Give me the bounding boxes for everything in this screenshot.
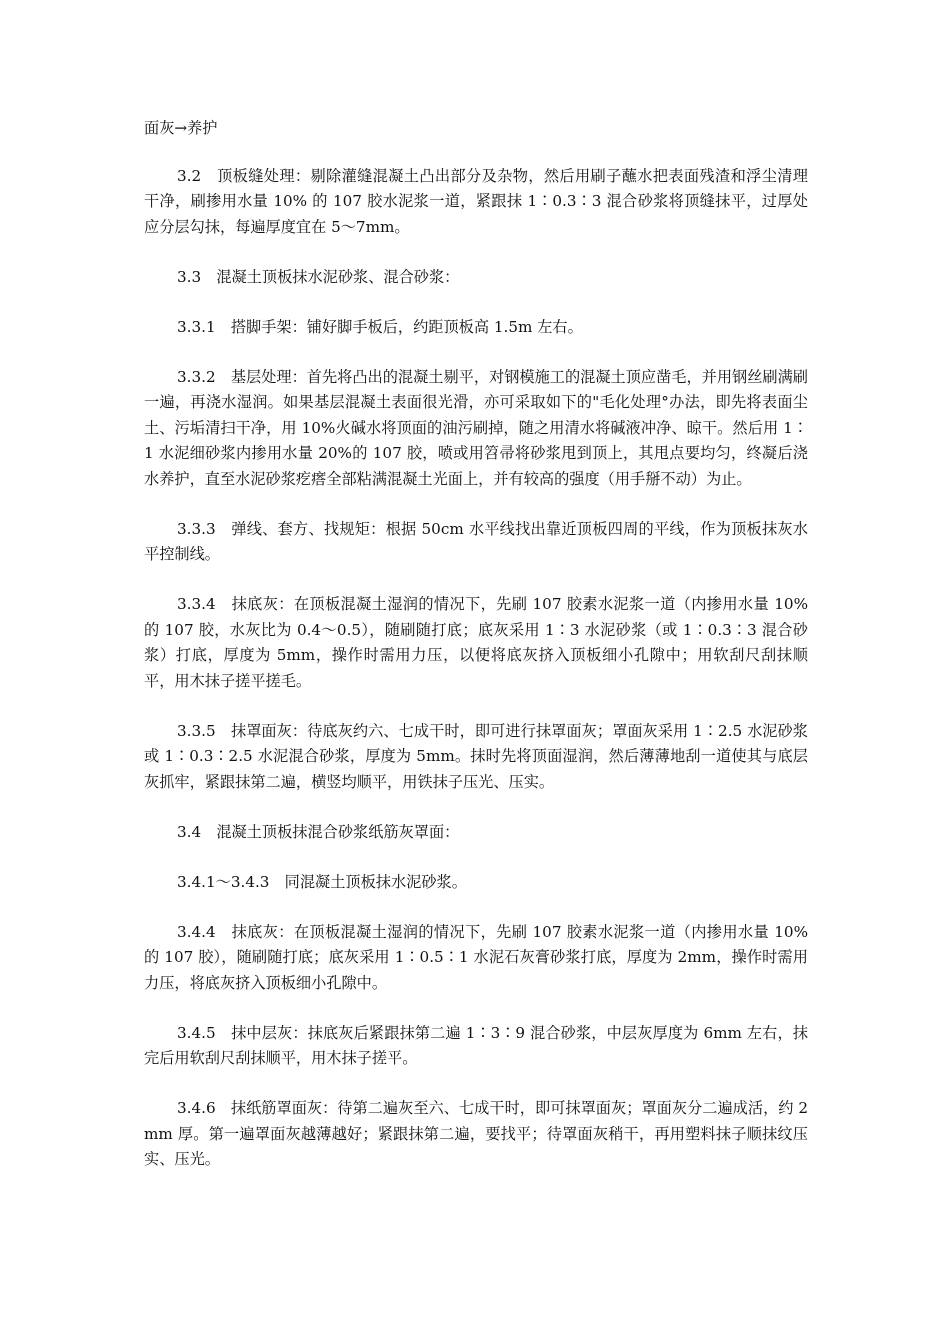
paragraph-3-4-6: 3.4.6 抹纸筋罩面灰：待第二遍灰至六、七成干时，即可抹罩面灰；罩面灰分二遍成活，约 2mm 厚。第一遍罩面灰越薄越好；紧跟抹第二遍，要找平；待罩面灰稍干，再用塑料抹子顺抹纹压实、压光。 [144,1099,808,1168]
paragraph-3-3-2: 3.3.2 基层处理：首先将凸出的混凝土剔平，对钢模施工的混凝土顶应凿毛，并用钢丝刷满刷一遍，再浇水湿润。如果基层混凝土表面很光滑，亦可采取如下的"毛化处理°办法，即先将表面尘土、污垢清扫干净，用 10%火碱水将顶面的油污刷掉，随之用清水将碱液冲净、晾干。然后用 1∶1 水泥细砂浆内掺用水量 20%的 107 胶，喷或用笤帚将砂浆甩到顶上，其甩点要均匀，终凝后浇水养护，直至水泥砂浆疙瘩全部粘满混凝土光面上，并有较高的强度（用手掰不动）为止。 [144,367,808,488]
paragraph-continuation: 面灰→养护 [144,119,218,137]
paragraph-3-2: 3.2 顶板缝处理：剔除灌缝混凝土凸出部分及杂物，然后用刷子蘸水把表面残渣和浮尘清理干净，刷掺用水量 10% 的 107 胶水泥浆一道，紧跟抹 1∶0.3∶3 混合砂浆将顶缝抹平，过厚处应分层勾抹，每遍厚度宜在 5～7mm。 [144,166,808,236]
paragraph-3-3-3: 3.3.3 弹线、套方、找规矩：根据 50cm 水平线找出靠近顶板四周的平线，作为顶板抹灰水平控制线。 [144,519,808,563]
document-page [144,116,808,1197]
paragraph-3-3-5: 3.3.5 抹罩面灰：待底灰约六、七成干时，即可进行抹罩面灰；罩面灰采用 1∶2.5 水泥砂浆或 1∶0.3∶2.5 水泥混合砂浆，厚度为 5mm。抹时先将顶面湿润，然后薄薄地刮一道使其与底层灰抓牢，紧跟抹第二遍，横竖均顺平，用铁抹子压光、压实。 [144,721,808,791]
paragraph-3-4-5: 3.4.5 抹中层灰：抹底灰后紧跟抹第二遍 1∶3∶9 混合砂浆，中层灰厚度为 6mm 左右，抹完后用软刮尺刮抹顺平，用木抹子搓平。 [144,1023,808,1067]
paragraph-3-3-4: 3.3.4 抹底灰：在顶板混凝土湿润的情况下，先刷 107 胶素水泥浆一道（内掺用水量 10%的 107 胶，水灰比为 0.4～0.5），随刷随打底；底灰采用 1∶3 水泥砂浆（或 1∶0.3∶3 混合砂浆）打底，厚度为 5mm，操作时需用力压，以便将底灰挤入顶板细小孔隙中；用软刮尺刮抹顺平，用木抹子搓平搓毛。 [144,595,808,690]
paragraph-3-4-1-3: 3.4.1～3.4.3 同混凝土顶板抹水泥砂浆。 [177,872,467,891]
heading-3-4: 3.4 混凝土顶板抹混合砂浆纸筋灰罩面： [177,822,460,841]
paragraph-3-4-4: 3.4.4 抹底灰：在顶板混凝土湿润的情况下，先刷 107 胶素水泥浆一道（内掺用水量 10%的 107 胶），随刷随打底；底灰采用 1∶0.5∶1 水泥石灰膏砂浆打底，厚度为 2mm，操作时需用力压，将底灰挤入顶板细小孔隙中。 [144,922,808,992]
paragraph-3-3-1: 3.3.1 搭脚手架：铺好脚手板后，约距顶板高 1.5m 左右。 [177,317,583,336]
heading-3-3: 3.3 混凝土顶板抹水泥砂浆、混合砂浆： [177,267,460,286]
